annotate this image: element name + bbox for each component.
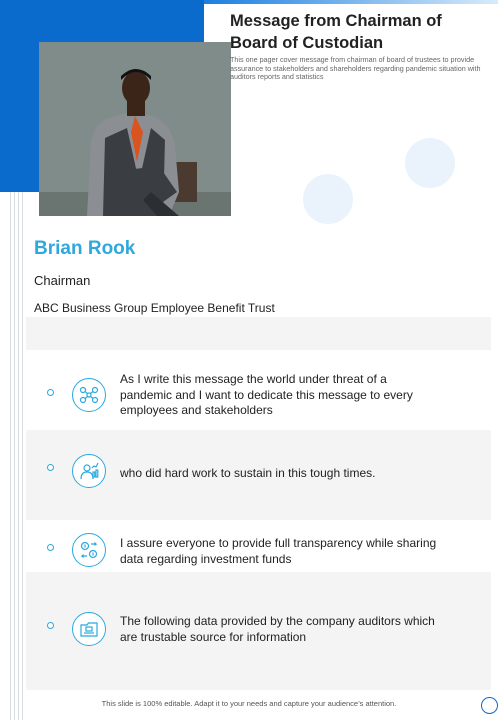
footer-note: This slide is 100% editable. Adapt it to your needs and capture your audience’s attention.	[101, 699, 397, 708]
message-text: I assure everyone to provide full transparency while sharing data regarding investment funds	[120, 536, 437, 566]
bullet-icon	[47, 464, 54, 471]
message-text: who did hard work to sustain in this tough times.	[120, 466, 376, 480]
bullet-icon	[47, 622, 54, 629]
money-transfer-icon	[72, 533, 106, 567]
message-text: The following data provided by the company auditors which are trustable source for information	[120, 614, 435, 644]
message-text: As I write this message the world under threat of a pandemic and I want to dedicate this message to every employees and stakeholders	[120, 372, 413, 417]
chairman-photo	[39, 42, 231, 216]
decor-circle	[303, 174, 353, 224]
footer-circle-icon	[481, 697, 498, 714]
chairman-role: Chairman	[34, 273, 91, 288]
page-title: Message from Chairman of Board of Custodian	[230, 12, 442, 52]
decor-line	[18, 192, 19, 720]
chairman-name: Brian Rook	[34, 238, 136, 259]
organization-name: ABC Business Group Employee Benefit Trust	[34, 301, 275, 315]
decor-line	[10, 192, 11, 720]
worker-growth-icon	[72, 454, 106, 488]
page-subtitle: This one pager cover message from chairman of board of trustees to provide assurance to stakeholders and shareholders regarding pandemic situation with auditors reports and statistics	[230, 55, 481, 82]
decor-circle	[405, 138, 455, 188]
report-folder-icon	[72, 612, 106, 646]
bullet-icon	[47, 544, 54, 551]
decor-line	[14, 192, 15, 720]
team-network-icon	[72, 378, 106, 412]
bullet-icon	[47, 389, 54, 396]
decor-line	[22, 192, 23, 720]
header-accent-line	[204, 0, 498, 4]
